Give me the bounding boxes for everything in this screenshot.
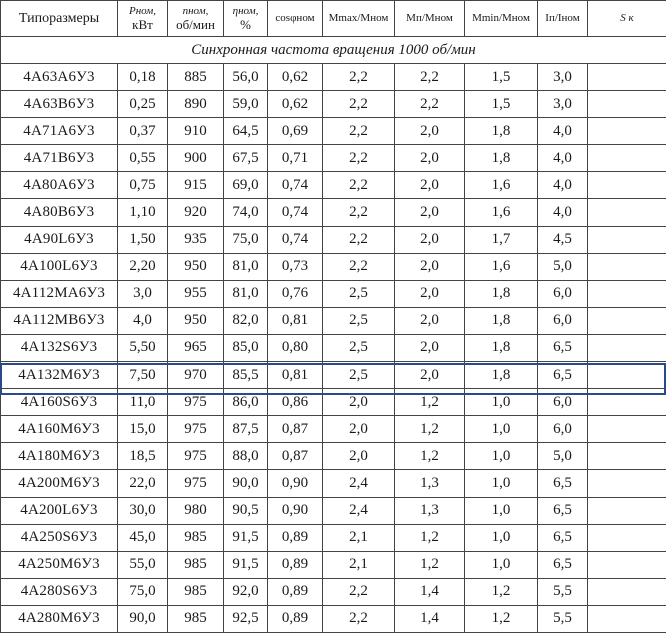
cell-p: 3,0	[118, 280, 168, 307]
header-power	[118, 1, 168, 37]
cell-mp: 2,0	[395, 334, 465, 361]
cell-n: 915	[168, 172, 224, 199]
cell-cos: 0,86	[268, 389, 323, 416]
cell-model: 4А200L6У3	[1, 497, 118, 524]
cell-sk	[588, 307, 666, 334]
table-row	[1, 307, 666, 334]
cell-n: 935	[168, 226, 224, 253]
cell-mmin: 1,0	[465, 497, 538, 524]
cell-model: 4А80А6У3	[1, 172, 118, 199]
cell-n: 955	[168, 280, 224, 307]
table-row	[1, 145, 666, 172]
cell-mmin: 1,8	[465, 307, 538, 334]
cell-sk	[588, 145, 666, 172]
header-power-unit: кВт	[132, 17, 153, 32]
table-row	[1, 389, 666, 416]
cell-p: 0,75	[118, 172, 168, 199]
cell-sk	[588, 551, 666, 578]
cell-mmax: 2,0	[323, 443, 395, 470]
cell-n: 985	[168, 551, 224, 578]
cell-eta: 59,0	[224, 91, 268, 118]
cell-cos: 0,69	[268, 118, 323, 145]
cell-ip: 6,5	[538, 524, 588, 551]
cell-n: 885	[168, 64, 224, 91]
cell-sk	[588, 118, 666, 145]
cell-ip: 5,0	[538, 253, 588, 280]
cell-ip: 4,5	[538, 226, 588, 253]
cell-cos: 0,74	[268, 199, 323, 226]
cell-sk	[588, 605, 666, 632]
cell-sk	[588, 389, 666, 416]
cell-p: 45,0	[118, 524, 168, 551]
cell-ip: 4,0	[538, 199, 588, 226]
cell-model: 4А71А6У3	[1, 118, 118, 145]
header-sk: S к	[588, 1, 666, 37]
cell-cos: 0,89	[268, 551, 323, 578]
cell-cos: 0,74	[268, 172, 323, 199]
cell-mmax: 2,2	[323, 172, 395, 199]
cell-eta: 92,5	[224, 605, 268, 632]
cell-sk	[588, 416, 666, 443]
cell-eta: 85,5	[224, 362, 268, 389]
cell-eta: 91,5	[224, 551, 268, 578]
cell-p: 30,0	[118, 497, 168, 524]
cell-p: 5,50	[118, 334, 168, 361]
cell-mp: 1,2	[395, 443, 465, 470]
cell-cos: 0,87	[268, 416, 323, 443]
section-title: Синхронная частота вращения 1000 об/мин	[1, 37, 666, 64]
table-row	[1, 416, 666, 443]
cell-sk	[588, 199, 666, 226]
cell-cos: 0,89	[268, 524, 323, 551]
cell-mmin: 1,8	[465, 362, 538, 389]
cell-model: 4А112МВ6У3	[1, 307, 118, 334]
cell-mmin: 1,8	[465, 280, 538, 307]
header-mmin: Mmin/Mном	[465, 1, 538, 37]
cell-mmin: 1,2	[465, 605, 538, 632]
cell-ip: 5,5	[538, 578, 588, 605]
cell-mmin: 1,6	[465, 253, 538, 280]
cell-p: 4,0	[118, 307, 168, 334]
cell-mmax: 2,2	[323, 605, 395, 632]
header-row	[1, 1, 666, 37]
cell-sk	[588, 578, 666, 605]
cell-eta: 91,5	[224, 524, 268, 551]
cell-eta: 90,5	[224, 497, 268, 524]
cell-n: 985	[168, 578, 224, 605]
cell-mp: 2,0	[395, 362, 465, 389]
cell-ip: 6,5	[538, 362, 588, 389]
cell-mp: 1,3	[395, 497, 465, 524]
cell-sk	[588, 362, 666, 389]
cell-mp: 2,0	[395, 226, 465, 253]
header-cos: cosφном	[268, 1, 323, 37]
header-speed	[168, 1, 224, 37]
cell-mp: 1,2	[395, 416, 465, 443]
cell-cos: 0,89	[268, 578, 323, 605]
cell-sk	[588, 280, 666, 307]
cell-p: 90,0	[118, 605, 168, 632]
cell-eta: 82,0	[224, 307, 268, 334]
header-power-symbol: Pном,	[129, 5, 156, 17]
cell-mp: 2,0	[395, 280, 465, 307]
cell-ip: 4,0	[538, 145, 588, 172]
cell-sk	[588, 334, 666, 361]
cell-model: 4А160S6У3	[1, 389, 118, 416]
table-row	[1, 578, 666, 605]
cell-model: 4А71В6У3	[1, 145, 118, 172]
cell-cos: 0,71	[268, 145, 323, 172]
cell-mmin: 1,8	[465, 334, 538, 361]
cell-sk	[588, 91, 666, 118]
cell-ip: 5,0	[538, 443, 588, 470]
cell-mmax: 2,4	[323, 470, 395, 497]
cell-mp: 1,2	[395, 551, 465, 578]
cell-sk	[588, 253, 666, 280]
table-row	[1, 497, 666, 524]
cell-eta: 85,0	[224, 334, 268, 361]
cell-mp: 2,0	[395, 118, 465, 145]
table-row	[1, 64, 666, 91]
cell-eta: 67,5	[224, 145, 268, 172]
cell-ip: 6,5	[538, 470, 588, 497]
cell-mmax: 2,4	[323, 497, 395, 524]
cell-p: 1,10	[118, 199, 168, 226]
cell-ip: 6,0	[538, 280, 588, 307]
cell-n: 900	[168, 145, 224, 172]
cell-mmax: 2,0	[323, 389, 395, 416]
cell-cos: 0,74	[268, 226, 323, 253]
cell-cos: 0,76	[268, 280, 323, 307]
cell-eta: 81,0	[224, 253, 268, 280]
cell-cos: 0,73	[268, 253, 323, 280]
cell-mmin: 1,0	[465, 524, 538, 551]
table-row	[1, 91, 666, 118]
header-mmax: Mmax/Mном	[323, 1, 395, 37]
cell-mmin: 1,5	[465, 64, 538, 91]
cell-p: 11,0	[118, 389, 168, 416]
table-row	[1, 199, 666, 226]
cell-mmax: 2,2	[323, 578, 395, 605]
cell-mmax: 2,2	[323, 226, 395, 253]
cell-ip: 6,5	[538, 551, 588, 578]
header-efficiency-unit: %	[240, 17, 251, 32]
cell-sk	[588, 497, 666, 524]
cell-mp: 2,0	[395, 307, 465, 334]
cell-mmax: 2,5	[323, 307, 395, 334]
table-row	[1, 118, 666, 145]
cell-p: 15,0	[118, 416, 168, 443]
cell-mp: 1,3	[395, 470, 465, 497]
cell-n: 985	[168, 524, 224, 551]
cell-mmax: 2,5	[323, 362, 395, 389]
cell-n: 965	[168, 334, 224, 361]
cell-p: 55,0	[118, 551, 168, 578]
header-speed-symbol: nном,	[183, 5, 209, 17]
cell-eta: 74,0	[224, 199, 268, 226]
cell-model: 4А200М6У3	[1, 470, 118, 497]
cell-n: 975	[168, 443, 224, 470]
cell-mp: 2,2	[395, 64, 465, 91]
cell-cos: 0,90	[268, 497, 323, 524]
cell-ip: 4,0	[538, 172, 588, 199]
cell-n: 950	[168, 307, 224, 334]
cell-p: 18,5	[118, 443, 168, 470]
cell-eta: 87,5	[224, 416, 268, 443]
cell-mmin: 1,0	[465, 416, 538, 443]
cell-p: 0,25	[118, 91, 168, 118]
cell-model: 4А280М6У3	[1, 605, 118, 632]
cell-mmin: 1,6	[465, 172, 538, 199]
cell-mmax: 2,1	[323, 551, 395, 578]
cell-mp: 2,2	[395, 91, 465, 118]
cell-model: 4А132М6У3	[1, 362, 118, 389]
header-mp: Mп/Mном	[395, 1, 465, 37]
cell-ip: 3,0	[538, 64, 588, 91]
cell-mmin: 1,0	[465, 470, 538, 497]
cell-n: 910	[168, 118, 224, 145]
cell-sk	[588, 172, 666, 199]
cell-n: 920	[168, 199, 224, 226]
cell-eta: 75,0	[224, 226, 268, 253]
cell-model: 4А280S6У3	[1, 578, 118, 605]
cell-cos: 0,89	[268, 605, 323, 632]
section-row	[1, 37, 666, 64]
cell-ip: 4,0	[538, 118, 588, 145]
cell-mp: 1,4	[395, 578, 465, 605]
cell-p: 2,20	[118, 253, 168, 280]
cell-ip: 6,0	[538, 416, 588, 443]
cell-eta: 88,0	[224, 443, 268, 470]
cell-ip: 6,0	[538, 389, 588, 416]
cell-ip: 6,5	[538, 334, 588, 361]
cell-eta: 92,0	[224, 578, 268, 605]
cell-mmin: 1,8	[465, 145, 538, 172]
cell-n: 985	[168, 605, 224, 632]
cell-mmax: 2,2	[323, 64, 395, 91]
cell-ip: 6,0	[538, 307, 588, 334]
cell-cos: 0,81	[268, 307, 323, 334]
cell-mmax: 2,2	[323, 91, 395, 118]
cell-ip: 3,0	[538, 91, 588, 118]
cell-p: 1,50	[118, 226, 168, 253]
header-efficiency	[224, 1, 268, 37]
cell-mmax: 2,2	[323, 199, 395, 226]
cell-model: 4А180М6У3	[1, 443, 118, 470]
cell-p: 22,0	[118, 470, 168, 497]
cell-p: 0,18	[118, 64, 168, 91]
cell-sk	[588, 524, 666, 551]
cell-p: 0,37	[118, 118, 168, 145]
cell-model: 4А63В6У3	[1, 91, 118, 118]
table-row	[1, 226, 666, 253]
table-row	[1, 172, 666, 199]
cell-mmin: 1,0	[465, 443, 538, 470]
table-row	[1, 443, 666, 470]
cell-mp: 2,0	[395, 145, 465, 172]
cell-mp: 2,0	[395, 172, 465, 199]
cell-mp: 1,4	[395, 605, 465, 632]
cell-cos: 0,62	[268, 64, 323, 91]
header-ip: Iп/Iном	[538, 1, 588, 37]
cell-model: 4А90L6У3	[1, 226, 118, 253]
cell-sk	[588, 226, 666, 253]
cell-model: 4А112МА6У3	[1, 280, 118, 307]
cell-ip: 5,5	[538, 605, 588, 632]
cell-mmin: 1,6	[465, 199, 538, 226]
cell-eta: 81,0	[224, 280, 268, 307]
cell-model: 4А132S6У3	[1, 334, 118, 361]
cell-eta: 90,0	[224, 470, 268, 497]
cell-p: 0,55	[118, 145, 168, 172]
table-row	[1, 253, 666, 280]
cell-mp: 1,2	[395, 389, 465, 416]
table-row	[1, 524, 666, 551]
cell-eta: 86,0	[224, 389, 268, 416]
header-efficiency-symbol: ηном,	[233, 5, 259, 17]
table-row	[1, 470, 666, 497]
table-row	[1, 551, 666, 578]
cell-cos: 0,90	[268, 470, 323, 497]
cell-mp: 2,0	[395, 199, 465, 226]
cell-eta: 56,0	[224, 64, 268, 91]
cell-mmax: 2,1	[323, 524, 395, 551]
table-row	[1, 362, 666, 389]
cell-mmax: 2,2	[323, 118, 395, 145]
cell-mmax: 2,2	[323, 145, 395, 172]
cell-sk	[588, 443, 666, 470]
cell-mmax: 2,5	[323, 334, 395, 361]
table-row	[1, 334, 666, 361]
cell-cos: 0,81	[268, 362, 323, 389]
cell-mmin: 1,8	[465, 118, 538, 145]
cell-n: 950	[168, 253, 224, 280]
cell-model: 4А160М6У3	[1, 416, 118, 443]
table-row	[1, 280, 666, 307]
cell-cos: 0,87	[268, 443, 323, 470]
cell-model: 4А250М6У3	[1, 551, 118, 578]
cell-cos: 0,80	[268, 334, 323, 361]
cell-n: 975	[168, 470, 224, 497]
cell-mmax: 2,0	[323, 416, 395, 443]
cell-ip: 6,5	[538, 497, 588, 524]
cell-sk	[588, 64, 666, 91]
cell-p: 75,0	[118, 578, 168, 605]
cell-eta: 64,5	[224, 118, 268, 145]
cell-n: 890	[168, 91, 224, 118]
cell-mmax: 2,5	[323, 280, 395, 307]
cell-cos: 0,62	[268, 91, 323, 118]
cell-mmin: 1,0	[465, 551, 538, 578]
cell-mp: 1,2	[395, 524, 465, 551]
cell-model: 4А80В6У3	[1, 199, 118, 226]
cell-sk	[588, 470, 666, 497]
cell-model: 4А250S6У3	[1, 524, 118, 551]
cell-mp: 2,0	[395, 253, 465, 280]
cell-model: 4А63А6У3	[1, 64, 118, 91]
cell-n: 980	[168, 497, 224, 524]
cell-mmax: 2,2	[323, 253, 395, 280]
table-row	[1, 605, 666, 632]
cell-n: 970	[168, 362, 224, 389]
cell-mmin: 1,5	[465, 91, 538, 118]
cell-n: 975	[168, 389, 224, 416]
header-speed-unit: об/мин	[176, 17, 215, 32]
cell-mmin: 1,7	[465, 226, 538, 253]
header-model: Типоразмеры	[1, 1, 118, 37]
cell-mmin: 1,0	[465, 389, 538, 416]
cell-p: 7,50	[118, 362, 168, 389]
cell-mmin: 1,2	[465, 578, 538, 605]
cell-n: 975	[168, 416, 224, 443]
cell-eta: 69,0	[224, 172, 268, 199]
cell-model: 4А100L6У3	[1, 253, 118, 280]
